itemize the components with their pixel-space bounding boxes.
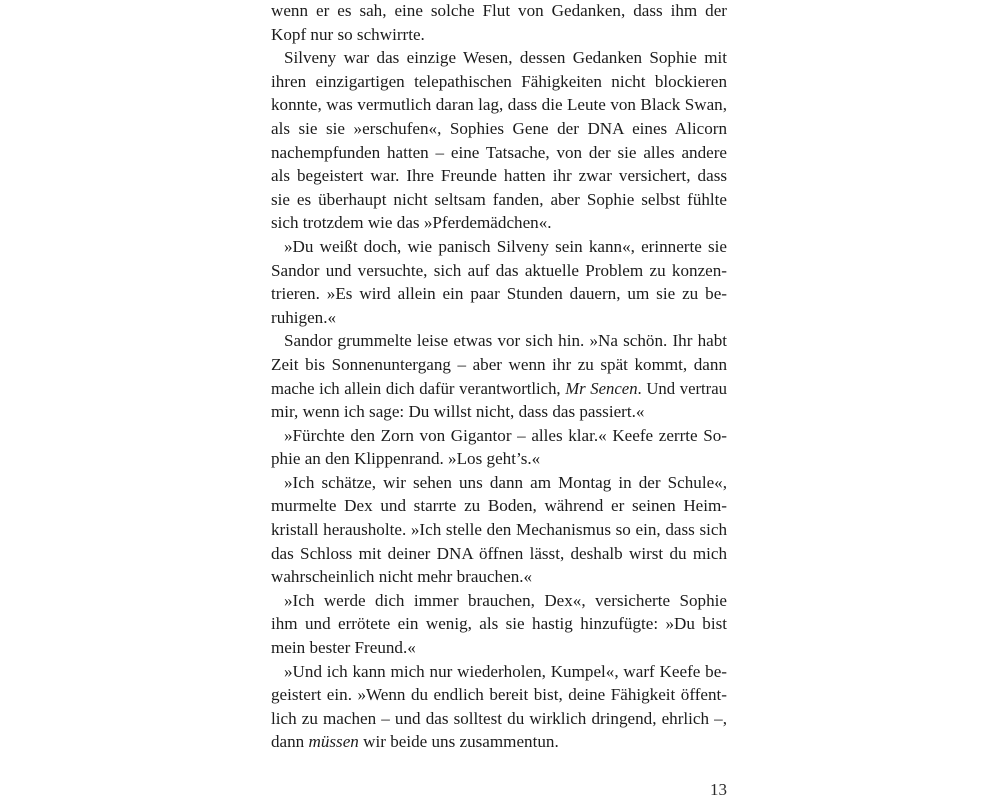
page-number: 13 bbox=[710, 780, 727, 799]
text-line: ruhigen.« bbox=[271, 307, 337, 327]
text-line: Kopf nur so schwirrte. bbox=[271, 24, 425, 44]
text-line: das Schloss mit deiner DNA öffnen lässt, deshalb wirst du mich bbox=[271, 543, 727, 563]
emphasis: Mr Sencen bbox=[565, 378, 638, 398]
text-line: lich zu machen – und das solltest du wirklich dringend, ehrlich –, bbox=[271, 708, 727, 728]
text-line: Zeit bis Sonnenuntergang – aber wenn ihr zu spät kommt, dann bbox=[271, 354, 727, 374]
text-segment: . Und vertrau bbox=[637, 378, 727, 398]
text-line bbox=[271, 377, 727, 401]
text-line: mir, wenn ich sage: Du willst nicht, dass das passiert.« bbox=[271, 402, 645, 422]
text-line: sie es überhaupt nicht seltsam fanden, aber Sophie selbst fühlte bbox=[271, 189, 727, 209]
text-line: geistert ein. »Wenn du endlich bereit bist, deine Fähigkeit öffent- bbox=[271, 685, 727, 705]
text-line: wenn er es sah, eine solche Flut von Gedanken, dass ihm der bbox=[271, 1, 727, 20]
text-line: ihren einzigartigen telepathischen Fähigkeiten nicht blockieren bbox=[271, 71, 727, 91]
text-line: »Du weißt doch, wie panisch Silveny sein kann«, erinnerte sie bbox=[284, 236, 727, 256]
emphasis: müssen bbox=[308, 732, 359, 752]
text-line: kristall herausholte. »Ich stelle den Mechanismus so ein, dass sich bbox=[271, 520, 727, 540]
text-line: »Und ich kann mich nur wiederholen, Kumpel«, warf Keefe be- bbox=[284, 661, 727, 681]
text-line: murmelte Dex und starrte zu Boden, während er seinen Heim- bbox=[271, 496, 727, 516]
text-segment: dann bbox=[271, 732, 309, 752]
text-segment: wir beide uns zusammentun. bbox=[358, 732, 559, 752]
text-line: »Ich werde dich immer brauchen, Dex«, versicherte Sophie bbox=[284, 590, 727, 610]
text-line: »Ich schätze, wir sehen uns dann am Montag in der Schule«, bbox=[284, 472, 727, 492]
text-line: phie an den Klippenrand. »Los geht’s.« bbox=[271, 449, 541, 469]
text-line: mein bester Freund.« bbox=[271, 638, 416, 658]
text-line: als sie sie »erschufen«, Sophies Gene der DNA eines Alicorn bbox=[271, 118, 727, 138]
text-line: sich trotzdem wie das »Pferdemädchen«. bbox=[271, 213, 552, 233]
text-line: Sandor und versuchte, sich auf das aktuelle Problem zu konzen- bbox=[271, 260, 727, 280]
text-line bbox=[271, 730, 727, 754]
text-line: nachempfunden hatten – eine Tatsache, von der sie alles andere bbox=[271, 142, 727, 162]
body-text bbox=[271, 0, 727, 754]
text-line: ihm und errötete ein wenig, als sie hastig hinzufügte: »Du bist bbox=[271, 614, 727, 634]
text-line: »Fürchte den Zorn von Gigantor – alles klar.« Keefe zerrte So- bbox=[284, 425, 727, 445]
text-line: konnte, was vermutlich daran lag, dass die Leute von Black Swan, bbox=[271, 95, 727, 115]
text-line: trieren. »Es wird allein ein paar Stunden dauern, um sie zu be- bbox=[271, 284, 727, 304]
text-line: wahrscheinlich nicht mehr brauchen.« bbox=[271, 567, 533, 587]
text-line: als begeistert war. Ihre Freunde hatten ihr zwar versichert, dass bbox=[271, 166, 727, 186]
text-segment: mache ich allein dich dafür verantwortlich, bbox=[271, 378, 566, 398]
text-line: Sandor grummelte leise etwas vor sich hin. »Na schön. Ihr habt bbox=[284, 331, 727, 351]
text-line: Silveny war das einzige Wesen, dessen Gedanken Sophie mit bbox=[284, 48, 727, 68]
